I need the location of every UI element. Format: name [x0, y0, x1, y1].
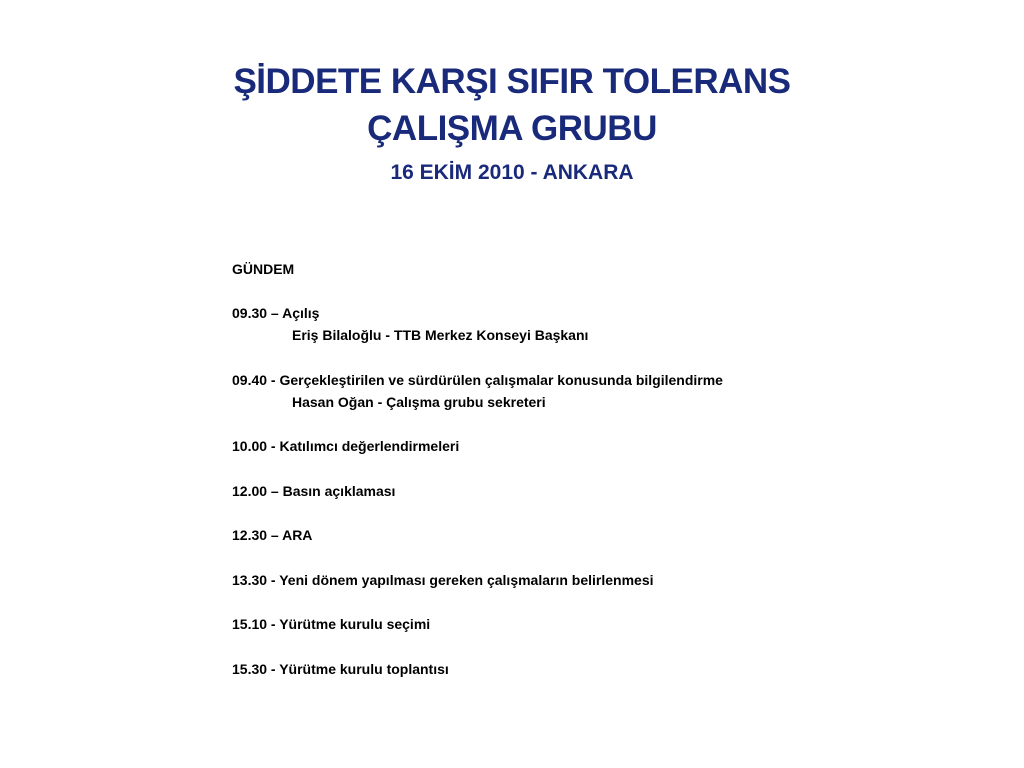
agenda-item: [232, 302, 992, 346]
agenda-item: [232, 480, 992, 502]
agenda-item-speaker: Eriş Bilaloğlu - TTB Merkez Konseyi Başkanı: [292, 327, 589, 343]
agenda-item-speaker: Hasan Oğan - Çalışma grubu sekreteri: [292, 393, 546, 410]
agenda-item: [232, 524, 992, 546]
agenda-item: [232, 613, 992, 635]
agenda-item-text: 13.30 - Yeni dönem yapılması gereken çalışmaların belirlenmesi: [232, 571, 654, 588]
title-line-2: ÇALIŞMA GRUBU: [367, 109, 657, 148]
agenda-item-text: 12.30 – ARA: [232, 527, 313, 543]
agenda: [232, 258, 992, 702]
agenda-item-text: 09.40 - Gerçekleştirilen ve sürdürülen çalışmalar konusunda bilgilendirme: [232, 371, 723, 388]
agenda-item-text: 15.30 - Yürütme kurulu toplantısı: [232, 660, 449, 677]
subtitle-date: 16 EKİM 2010 - ANKARA: [390, 161, 634, 184]
agenda-item: [232, 369, 992, 413]
agenda-item-text: 12.00 – Basın açıklaması: [232, 482, 396, 499]
agenda-item-text: 10.00 - Katılımcı değerlendirmeleri: [232, 438, 460, 454]
agenda-item-text: 15.10 - Yürütme kurulu seçimi: [232, 616, 431, 632]
agenda-item: [232, 658, 992, 680]
title-block: [0, 58, 1024, 188]
agenda-item-text: 09.30 – Açılış: [232, 305, 320, 321]
agenda-heading: GÜNDEM: [232, 261, 295, 277]
title-line-1: ŞİDDETE KARŞI SIFIR TOLERANS: [233, 62, 791, 101]
agenda-item: [232, 435, 992, 457]
agenda-item: [232, 569, 992, 591]
